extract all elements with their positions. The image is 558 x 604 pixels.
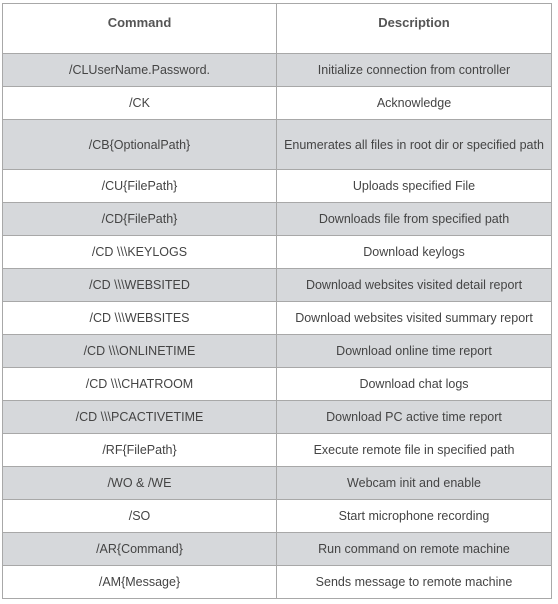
command-cell: /AR{Command} [3,533,277,566]
table-row [3,467,552,500]
description-cell: Start microphone recording [277,500,552,533]
command-cell: /CD \\\WEBSITES [3,302,277,335]
table-row [3,566,552,599]
command-cell: /CD{FilePath} [3,203,277,236]
table-row [3,269,552,302]
table-row [3,434,552,467]
table-row [3,335,552,368]
table-row [3,302,552,335]
description-cell: Run command on remote machine [277,533,552,566]
description-cell: Enumerates all files in root dir or specified path [277,120,552,170]
command-cell: /CLUserName.Password. [3,54,277,87]
table-row [3,87,552,120]
table-row [3,401,552,434]
description-cell: Download online time report [277,335,552,368]
table-row [3,203,552,236]
command-cell: /CD \\\CHATROOM [3,368,277,401]
command-cell: /WO & /WE [3,467,277,500]
command-cell: /CD \\\PCACTIVETIME [3,401,277,434]
command-table-container [2,3,551,599]
table-row [3,120,552,170]
description-cell: Execute remote file in specified path [277,434,552,467]
table-row [3,170,552,203]
column-header-command: Command [3,4,277,54]
description-cell: Downloads file from specified path [277,203,552,236]
command-cell: /RF{FilePath} [3,434,277,467]
table-row [3,500,552,533]
command-cell: /CD \\\ONLINETIME [3,335,277,368]
description-cell: Webcam init and enable [277,467,552,500]
command-cell: /CB{OptionalPath} [3,120,277,170]
description-cell: Download websites visited detail report [277,269,552,302]
description-cell: Uploads specified File [277,170,552,203]
description-cell: Download chat logs [277,368,552,401]
table-row [3,236,552,269]
description-cell: Download PC active time report [277,401,552,434]
description-cell: Download websites visited summary report [277,302,552,335]
table-header-row [3,4,552,54]
table-row [3,368,552,401]
description-cell: Initialize connection from controller [277,54,552,87]
command-table [2,3,552,599]
description-cell: Sends message to remote machine [277,566,552,599]
command-cell: /CU{FilePath} [3,170,277,203]
command-cell: /CD \\\WEBSITED [3,269,277,302]
table-row [3,54,552,87]
description-cell: Acknowledge [277,87,552,120]
table-row [3,533,552,566]
command-cell: /CK [3,87,277,120]
command-cell: /CD \\\KEYLOGS [3,236,277,269]
column-header-description: Description [277,4,552,54]
description-cell: Download keylogs [277,236,552,269]
command-cell: /SO [3,500,277,533]
command-cell: /AM{Message} [3,566,277,599]
